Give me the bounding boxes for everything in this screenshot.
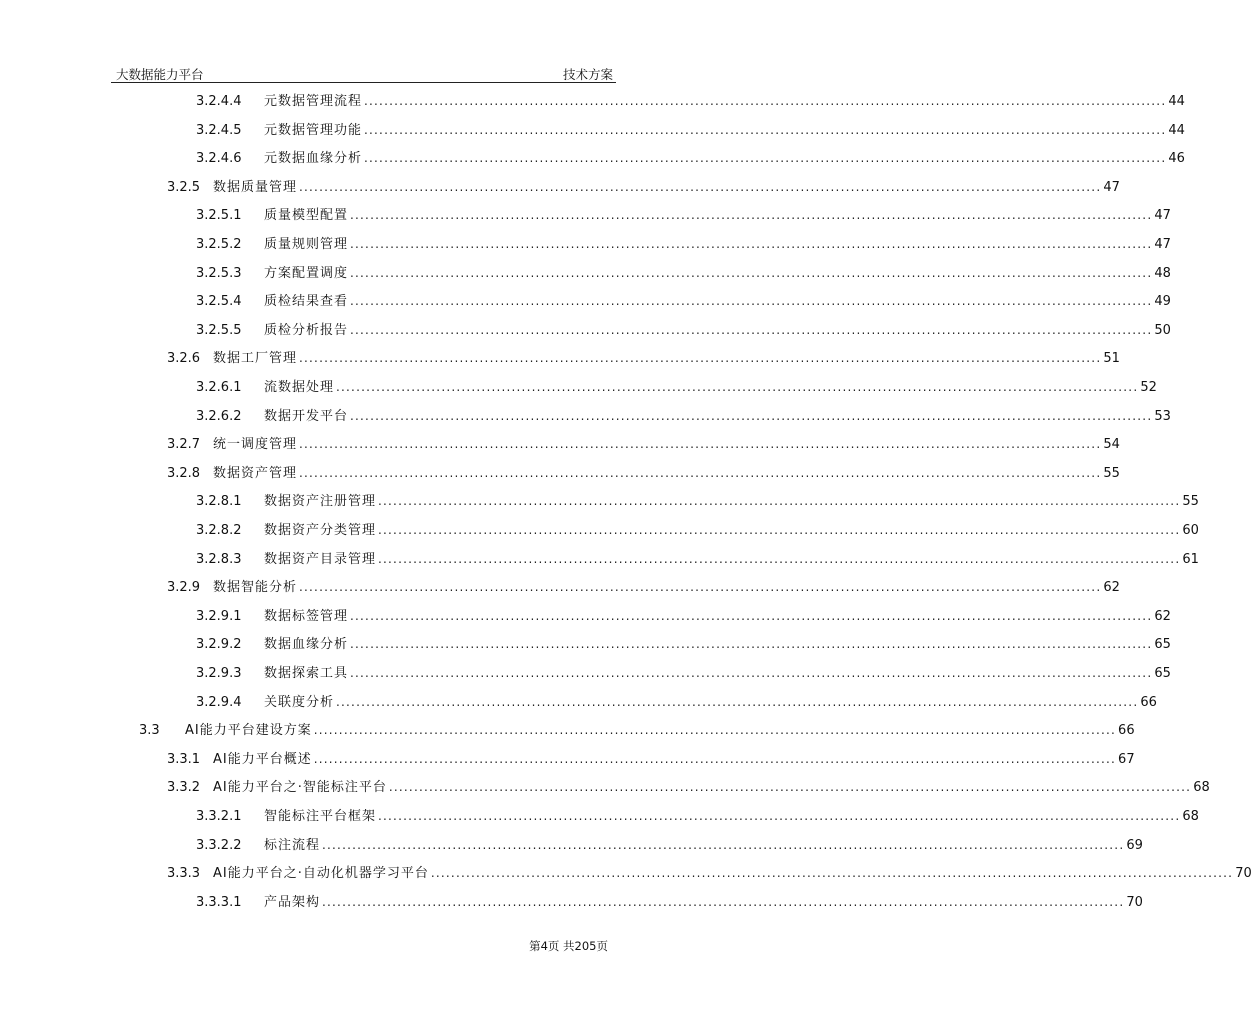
toc-entry-page: 61 [1182,551,1199,567]
toc-dot-leader: ................................................................................................................................................................ [364,94,1167,108]
toc-dot-leader: ................................................................................................................................................................ [364,122,1167,137]
toc-entry[interactable] [196,290,1171,310]
toc-entry-number: 3.2.6 [167,351,201,367]
toc-entry-page: 62 [1154,608,1171,624]
toc-dot-leader: ................................................................................................................................................................ [299,351,1102,366]
toc-entry[interactable] [167,462,1120,482]
toc-dot-leader: ................................................................................................................................................................ [350,294,1153,309]
toc-entry-title: 产品架构 [264,894,321,910]
toc-entry[interactable] [167,776,1210,796]
toc-entry-number: 3.2.4.5 [196,122,242,138]
toc-entry[interactable] [196,834,1143,854]
toc-entry-number: 3.2.8.3 [196,551,242,567]
toc-entry-title: AI能力平台之·智能标注平台 [213,780,387,796]
toc-entry-page: 70 [1126,894,1143,910]
toc-entry-title: 数据资产注册管理 [264,494,377,510]
toc-entry-number: 3.3.1 [167,751,201,767]
toc-entry-number: 3.2.9.4 [196,694,242,710]
toc-entry[interactable] [196,891,1143,911]
toc-entry-title: 元数据管理功能 [264,122,363,138]
toc-entry-number: 3.3.2.1 [196,809,242,824]
toc-entry-page: 70 [1235,866,1252,882]
header-doc-type: 技术方案 [562,67,613,82]
toc-entry-number: 3.2.5.2 [196,237,242,252]
toc-entry-number: 3.2.8 [167,465,201,481]
toc-entry-page: 53 [1154,408,1171,424]
toc-entry-title: AI能力平台建设方案 [185,723,312,739]
toc-entry-number: 3.2.6.2 [196,408,242,424]
toc-entry-page: 65 [1154,637,1171,653]
toc-entry[interactable] [139,719,1135,739]
page-header [111,62,616,83]
toc-entry-number: 3.3.2.2 [196,837,242,853]
toc-entry-number: 3.2.4.6 [196,151,242,167]
toc-entry-number: 3.3.2 [167,780,201,796]
toc-entry-page: 51 [1103,351,1120,367]
toc-entry[interactable] [196,805,1199,825]
toc-entry[interactable] [167,347,1120,367]
toc-dot-leader: ................................................................................................................................................................ [378,551,1181,566]
toc-entry-page: 62 [1103,580,1120,596]
toc-entry-page: 47 [1103,179,1120,195]
toc-entry[interactable] [196,262,1171,282]
toc-entry-title: 智能标注平台框架 [264,809,377,824]
toc-entry-title: AI能力平台概述 [213,751,312,767]
toc-entry-page: 47 [1154,237,1171,252]
toc-entry-number: 3.2.6.1 [196,380,242,395]
page-footer: 第4页 共205页 [529,939,608,953]
toc-dot-leader: ................................................................................................................................................................ [299,465,1102,480]
toc-dot-leader: ................................................................................................................................................................ [322,894,1125,909]
toc-entry-number: 3.2.9.2 [196,637,242,653]
toc-entry[interactable] [196,691,1157,711]
toc-dot-leader: ................................................................................................................................................................ [350,208,1153,223]
toc-entry-title: 数据资产分类管理 [264,523,377,538]
toc-entry[interactable] [196,376,1157,396]
toc-dot-leader: ................................................................................................................................................................ [350,637,1153,652]
toc-dot-leader: ................................................................................................................................................................ [336,694,1139,709]
toc-entry-page: 44 [1168,94,1185,109]
toc-entry-page: 55 [1103,465,1120,481]
toc-entry-number: 3.2.8.2 [196,523,242,538]
toc-dot-leader: ................................................................................................................................................................ [350,237,1153,251]
toc-entry-page: 69 [1126,837,1143,853]
toc-entry[interactable] [196,319,1171,339]
toc-entry-page: 47 [1154,208,1171,224]
toc-dot-leader: ................................................................................................................................................................ [313,751,1117,766]
toc-dot-leader: ................................................................................................................................................................ [378,523,1181,537]
toc-entry-page: 68 [1182,809,1199,824]
header-doc-title: 大数据能力平台 [116,67,204,82]
toc-entry[interactable] [167,748,1135,768]
toc-dot-leader: ................................................................................................................................................................ [378,494,1181,509]
toc-entry[interactable] [196,548,1199,568]
toc-entry[interactable] [196,147,1185,167]
toc-entry-title: 质检结果查看 [264,294,349,310]
toc-entry-number: 3.2.5.1 [196,208,242,224]
toc-entry-page: 65 [1154,666,1171,681]
toc-entry-number: 3.2.5.4 [196,294,242,310]
toc-entry[interactable] [196,519,1199,539]
toc-dot-leader: ................................................................................................................................................................ [322,837,1125,852]
toc-entry-number: 3.2.9 [167,580,201,596]
toc-entry[interactable] [196,204,1171,224]
toc-entry-page: 46 [1168,151,1185,167]
toc-entry-number: 3.3 [139,723,160,739]
toc-entry-number: 3.2.8.1 [196,494,242,510]
toc-entry[interactable] [196,605,1171,625]
toc-entry[interactable] [167,576,1120,596]
toc-entry-title: 质量模型配置 [264,208,349,224]
toc-entry-title: 数据智能分析 [213,580,298,596]
toc-entry-number: 3.3.3.1 [196,894,242,910]
toc-dot-leader: ................................................................................................................................................................ [364,151,1167,166]
toc-entry-number: 3.2.4.4 [196,94,242,109]
toc-entry[interactable] [196,119,1185,139]
toc-entry-title: 方案配置调度 [264,265,349,281]
toc-entry-title: 关联度分析 [264,694,335,710]
toc-entry-page: 66 [1118,723,1135,739]
toc-entry-page: 66 [1140,694,1157,710]
toc-entry-page: 50 [1154,322,1171,338]
toc-dot-leader: ................................................................................................................................................................ [350,265,1153,280]
toc-entry-title: 数据资产目录管理 [264,551,377,567]
toc-entry-title: 数据开发平台 [264,408,349,424]
toc-entry-title: AI能力平台之·自动化机器学习平台 [213,866,429,882]
toc-entry-title: 元数据血缘分析 [264,151,363,167]
toc-entry-title: 统一调度管理 [213,437,298,453]
toc-entry-number: 3.2.5.5 [196,322,242,338]
toc-entry-title: 数据探索工具 [264,666,349,681]
toc-entry[interactable] [196,662,1171,682]
toc-entry-page: 67 [1118,751,1135,767]
toc-entry[interactable] [196,633,1171,653]
toc-dot-leader: ................................................................................................................................................................ [299,179,1102,194]
toc-entry-number: 3.2.5.3 [196,265,242,281]
toc-entry[interactable] [196,90,1185,110]
toc-dot-leader: ................................................................................................................................................................ [388,780,1192,795]
toc-dot-leader: ................................................................................................................................................................ [299,580,1102,595]
toc-entry-number: 3.2.9.1 [196,608,242,624]
toc-entry-number: 3.2.9.3 [196,666,242,681]
toc-dot-leader: ................................................................................................................................................................ [350,608,1153,623]
toc-entry[interactable] [196,233,1171,253]
toc-entry-title: 流数据处理 [264,380,335,395]
toc-dot-leader: ................................................................................................................................................................ [336,380,1139,394]
toc-entry-title: 质检分析报告 [264,322,349,338]
toc-entry-page: 54 [1103,437,1120,453]
toc-entry[interactable] [167,862,1252,882]
toc-dot-leader: ................................................................................................................................................................ [350,408,1153,423]
toc-dot-leader: ................................................................................................................................................................ [378,809,1181,823]
toc-entry-title: 元数据管理流程 [264,94,363,109]
toc-entry-page: 48 [1154,265,1171,281]
toc-entry-title: 标注流程 [264,837,321,853]
toc-entry-number: 3.3.3 [167,866,201,882]
toc-entry-title: 数据质量管理 [213,179,298,195]
toc-dot-leader: ................................................................................................................................................................ [299,437,1102,452]
toc-entry-page: 49 [1154,294,1171,310]
toc-entry[interactable] [196,405,1171,425]
toc-entry-page: 60 [1182,523,1199,538]
toc-entry-page: 52 [1140,380,1157,395]
toc-entry-page: 44 [1168,122,1185,138]
toc-dot-leader: ................................................................................................................................................................ [350,666,1153,680]
toc-entry-title: 数据资产管理 [213,465,298,481]
toc-entry-title: 质量规则管理 [264,237,349,252]
toc-entry[interactable] [167,433,1120,453]
toc-dot-leader: ................................................................................................................................................................ [313,723,1117,738]
toc-entry-number: 3.2.5 [167,179,201,195]
toc-entry-title: 数据工厂管理 [213,351,298,367]
toc-entry[interactable] [196,490,1199,510]
toc-entry-page: 55 [1182,494,1199,510]
toc-entry-page: 68 [1193,780,1210,796]
toc-dot-leader: ................................................................................................................................................................ [430,866,1234,881]
toc-dot-leader: ................................................................................................................................................................ [350,322,1153,337]
toc-entry-title: 数据血缘分析 [264,637,349,653]
toc-entry[interactable] [167,176,1120,196]
toc-entry-title: 数据标签管理 [264,608,349,624]
toc-entry-number: 3.2.7 [167,437,201,453]
